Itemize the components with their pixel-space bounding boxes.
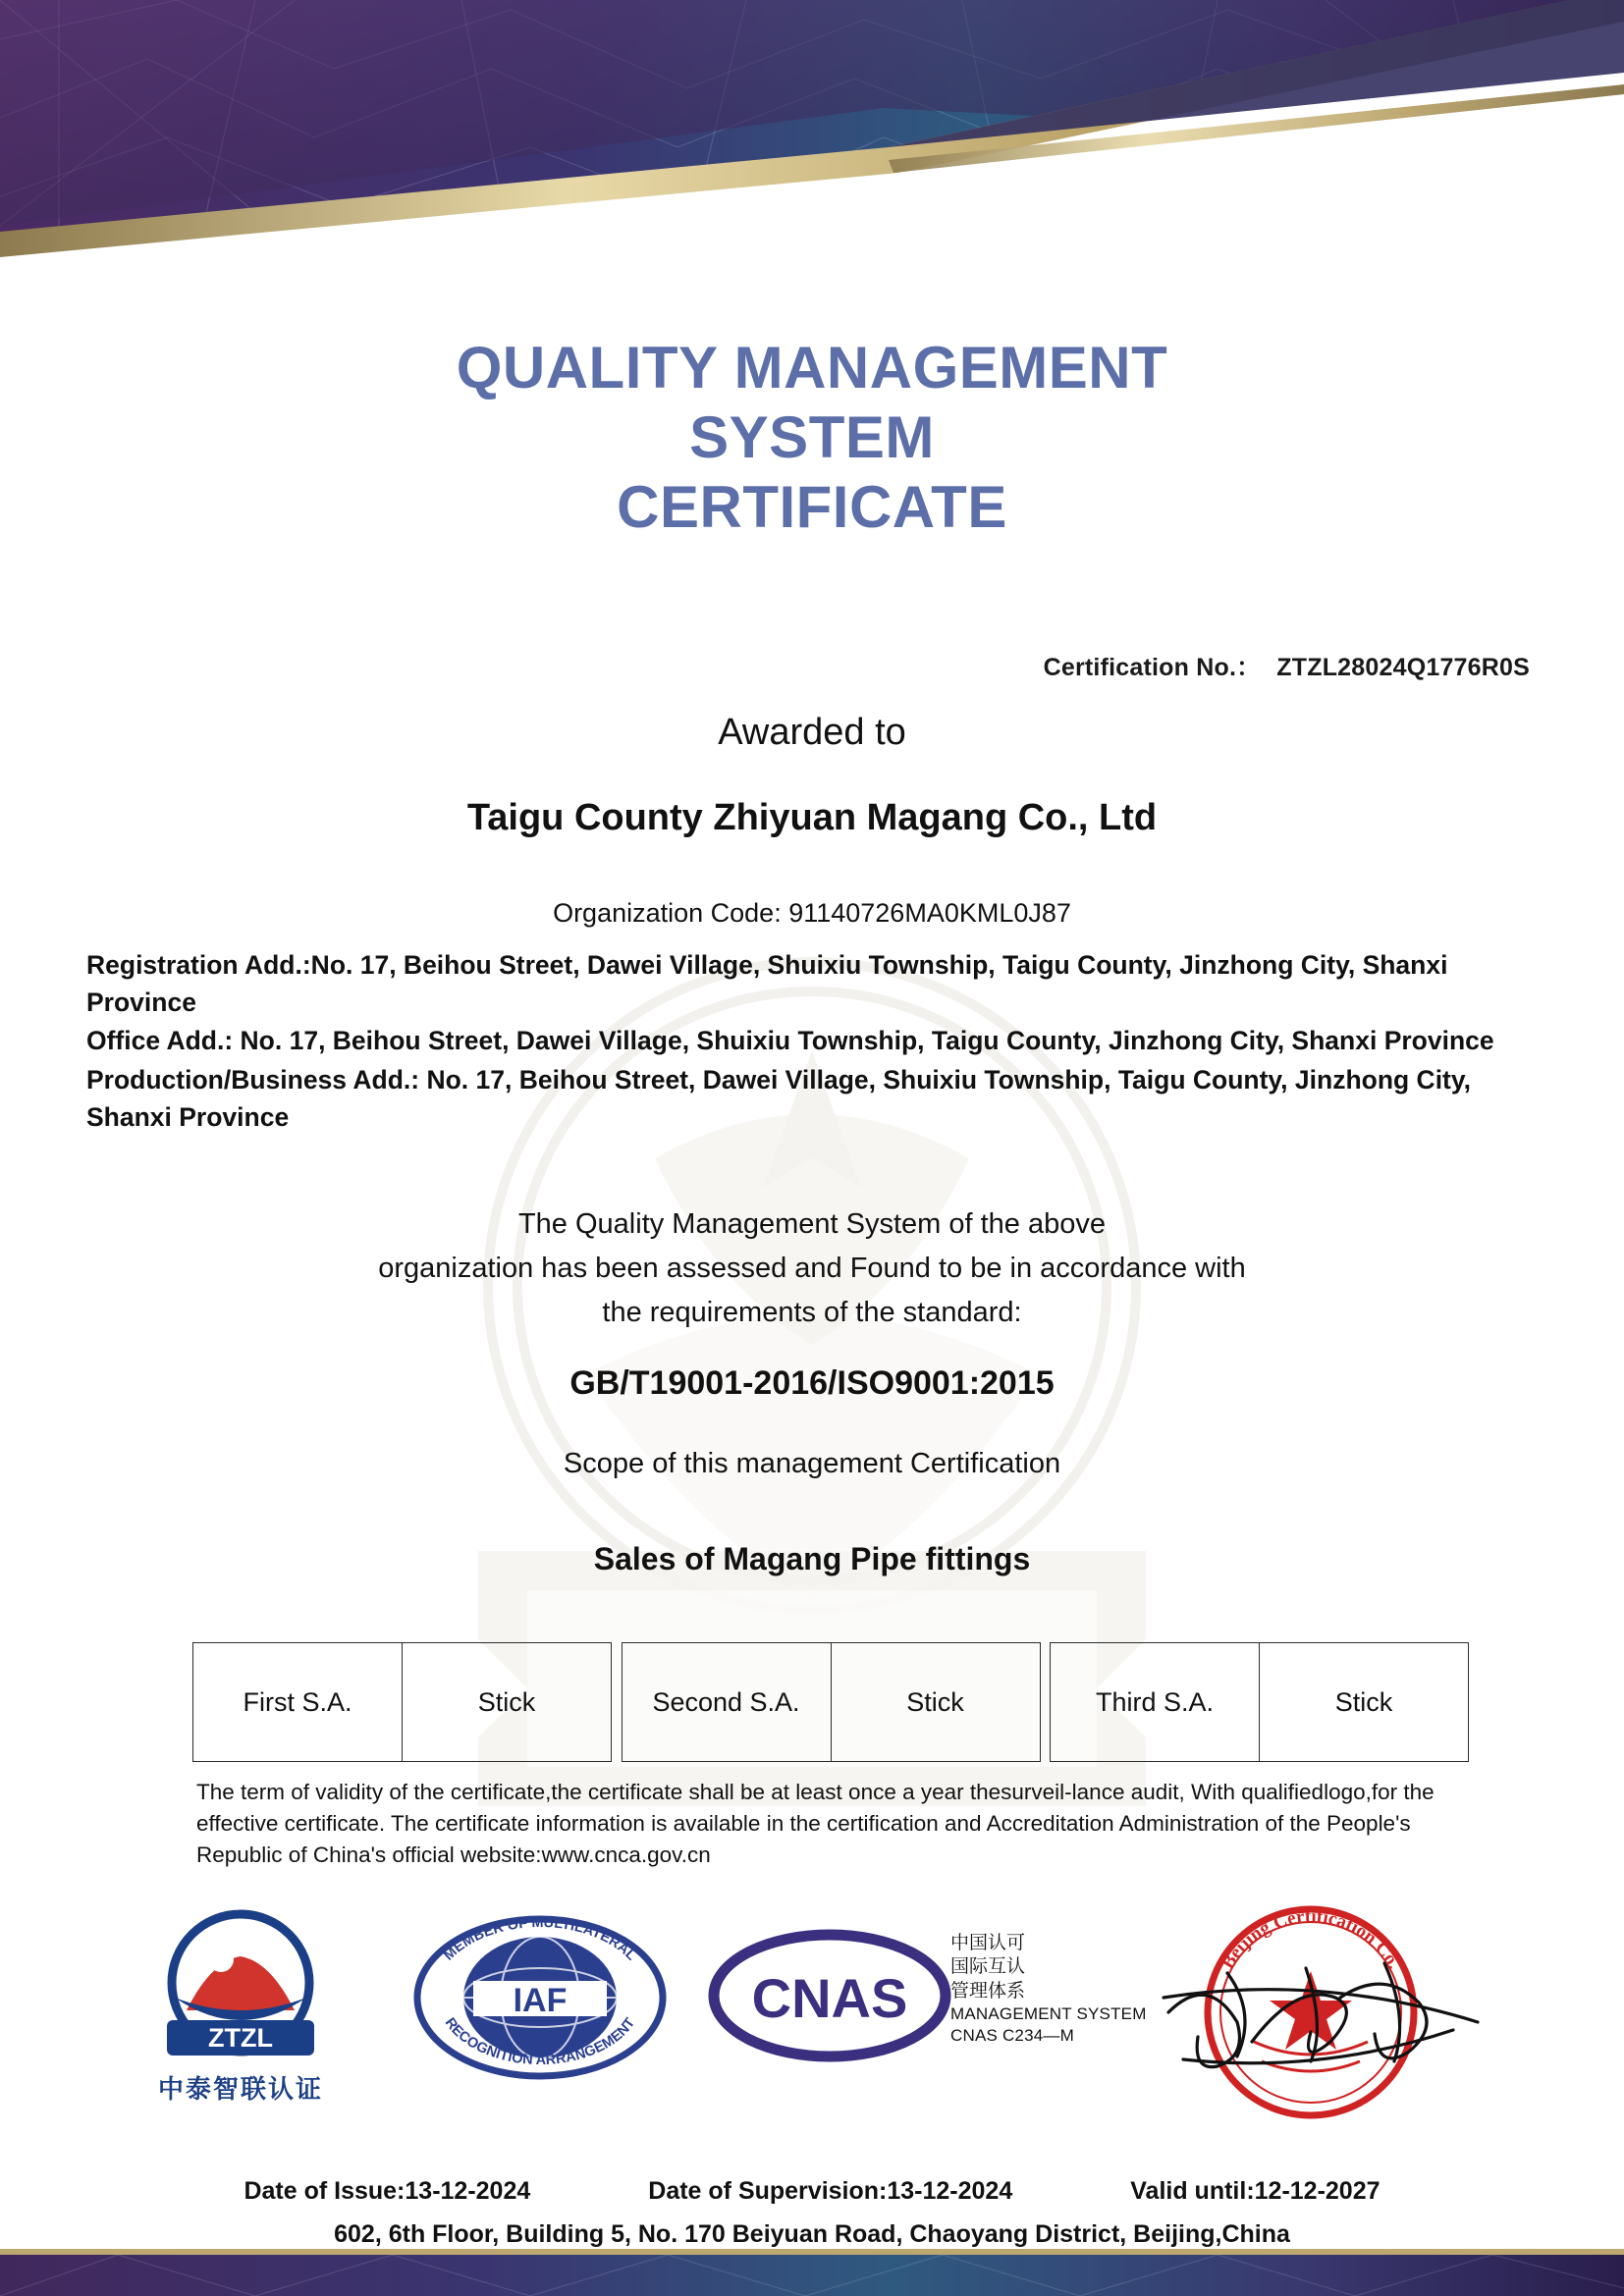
footer-dates [0,2177,1624,2206]
issuer-address: 602, 6th Floor, Building 5, No. 170 Beiyuan Road, Chaoyang District, Beijing,China [334,2220,1290,2248]
scope-label: Scope of this management Certification [563,1448,1061,1479]
iaf-abbr-text: IAF [513,1982,568,2019]
assessment-statement-line3: the requirements of the standard: [602,1296,1022,1328]
assessment-statement [0,1202,1624,1335]
valid-until: Valid until:12-12-2027 [1130,2177,1380,2205]
authorized-signature [1159,1944,1483,2091]
date-of-issue: Date of Issue:13-12-2024 [244,2177,531,2205]
iaf-logo-icon [412,1914,668,2081]
cnas-abbr-text: CNAS [751,1967,908,2029]
certification-number [1044,648,1530,683]
standard-reference: GB/T19001-2016/ISO9001:2015 [569,1364,1055,1402]
office-address: Office Add.: No. 17, Beihou Street, Dawei Village, Shuixiu Township, Taigu County, Jinzhong City, Shanxi Province [86,1026,1494,1056]
address-block [86,947,1540,1138]
surveillance-audit-label-third: Third S.A. [1051,1643,1260,1761]
surveillance-audit-value-first: Stick [477,1686,536,1717]
certification-number-label: Certification No.： [1043,654,1262,681]
cnas-description [950,1932,1147,2046]
accreditation-logos [0,1904,1624,2130]
surveillance-audit-value-second: Stick [906,1686,964,1717]
seal-arc-text: Beijing Certification Co. [1217,1905,1405,1973]
production-address: Production/Business Add.: No. 17, Beihou Street, Dawei Village, Shuixiu Township, Taigu County, Jinzhong City, Shanxi Province [86,1064,1472,1132]
surveillance-audit-label-first: First S.A. [193,1643,403,1761]
cnas-logo-icon [707,1922,952,2069]
page-title-line3: CERTIFICATE [617,473,1007,540]
assessment-statement-line1: The Quality Management System of the above [517,1208,1107,1240]
date-of-supervision: Date of Supervision:13-12-2024 [648,2177,1013,2205]
scope-value: Sales of Magang Pipe fittings [593,1541,1031,1576]
ztzl-abbr-text: ZTZL [208,2023,273,2053]
assessment-statement-line2: organization has been assessed and Found to be in accordance with [378,1252,1246,1284]
page-title [0,334,1624,542]
iaf-bottom-text: RECOGNITION ARRANGEMENT [441,2014,639,2069]
cnas-en-line1: MANAGEMENT SYSTEM [950,2003,1147,2023]
cnas-cn-line1: 中国认可 [950,1933,1026,1953]
page-title-line1: QUALITY MANAGEMENT [456,335,1168,400]
iaf-top-text: MEMBER OF MULTILATERAL [441,1914,639,1964]
registration-address: Registration Add.:No. 17, Beihou Street, Dawei Village, Shuixiu Township, Taigu County, Jinzhong City, Shanxi Province [86,950,1448,1017]
validity-note: The term of validity of the certificate,the certificate shall be at least once a year thesurveil-lance audit, With qualifiedlogo,for the effective certificate. The certificate information is available in the certification and Accreditation Administration of the People's Republic of China's official website:www.cnca.gov.cn [196,1780,1435,1867]
surveillance-audit-group-second [622,1642,1041,1762]
surveillance-audit-group-third [1050,1642,1469,1762]
surveillance-audit-value-third: Stick [1334,1686,1393,1717]
surveillance-audit-group-first [192,1642,612,1762]
cnas-cn-line3: 管理体系 [950,1980,1026,2002]
organization-name: Taigu County Zhiyuan Magang Co., Ltd [466,797,1158,838]
surveillance-audit-table [192,1642,1469,1762]
awarded-to-label: Awarded to [718,712,906,753]
decorative-footer-strip [0,2239,1624,2296]
ztzl-chinese-name: 中泰智联认证 [157,2074,323,2104]
certification-number-value: ZTZL28024Q1776R0S [1276,654,1530,681]
cnas-en-line2: CNAS C234—M [950,2025,1074,2045]
cnas-cn-line2: 国际互认 [950,1956,1026,1978]
surveillance-audit-label-second: Second S.A. [623,1643,832,1761]
page-title-line2: SYSTEM [689,403,935,470]
organization-code: Organization Code: 91140726MA0KML0J87 [553,898,1071,928]
